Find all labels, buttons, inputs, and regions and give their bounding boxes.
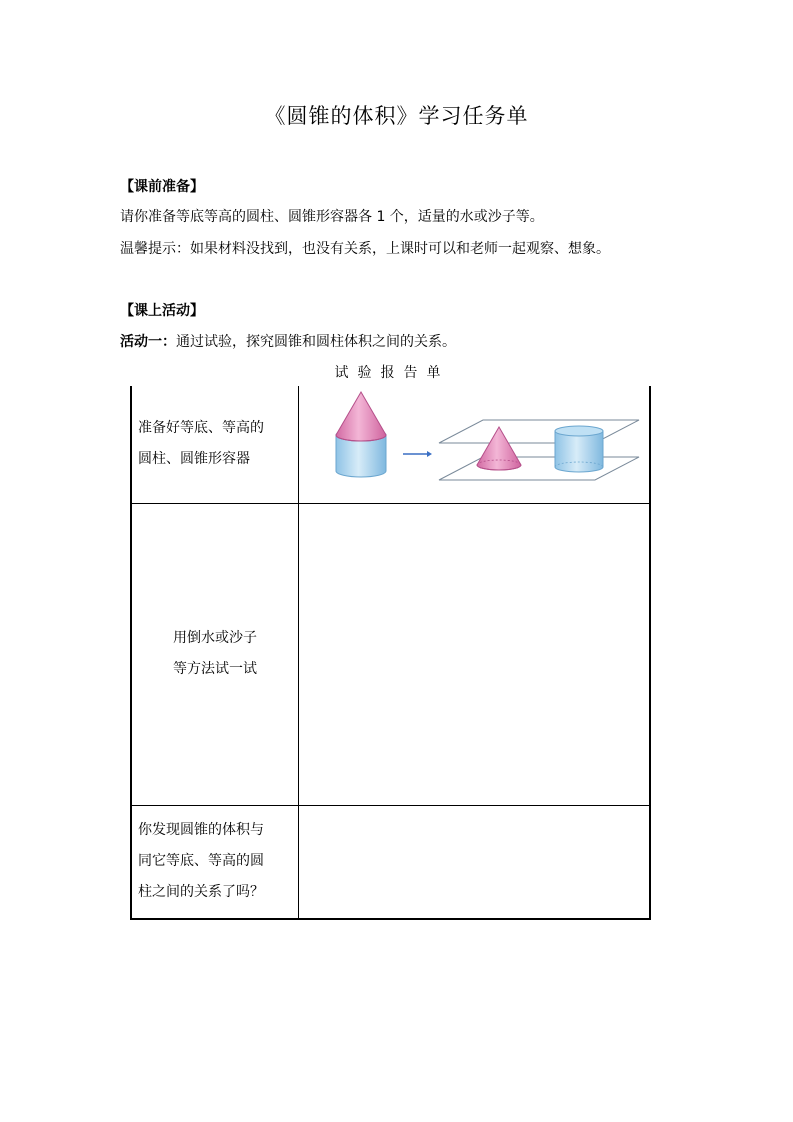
- report-row-experiment-answer-cell[interactable]: [299, 503, 651, 805]
- label-line: 圆柱、圆锥形容器: [138, 451, 250, 468]
- label-line: 你发现圆锥的体积与: [138, 822, 264, 839]
- report-title: 试验报告单: [334, 365, 450, 381]
- activity-one-label: 活动一：: [120, 334, 176, 350]
- report-row-prepare: [131, 386, 650, 503]
- report-row-prepare-label: [131, 386, 299, 503]
- report-row-conclusion-label: [131, 805, 299, 919]
- report-row-conclusion-answer-cell[interactable]: [299, 805, 651, 919]
- activity-one: [120, 331, 456, 351]
- before-class-heading: 【课前准备】: [120, 179, 204, 195]
- label-line: 用倒水或沙子: [173, 630, 257, 646]
- label-line: 柱之间的关系了吗？: [138, 884, 264, 901]
- in-class-heading: 【课上活动】: [120, 303, 204, 319]
- arrow-icon: [403, 451, 432, 457]
- label-line: 同它等底、等高的圆: [138, 853, 264, 870]
- label-line: 等方法试一试: [173, 661, 257, 677]
- report-row-conclusion: [131, 805, 650, 919]
- combined-cylinder-cone: [336, 392, 386, 477]
- parallel-planes: [439, 420, 639, 480]
- report-row-experiment-label: [131, 503, 299, 805]
- before-class-tip: 温馨提示：如果材料没找到，也没有关系，上课时可以和老师一起观察、想象。: [120, 241, 610, 257]
- page-title: 《圆锥的体积》学习任务单: [264, 104, 529, 128]
- report-table: [130, 386, 651, 920]
- label-line: 准备好等底、等高的: [138, 420, 264, 437]
- cylinder-shape: [555, 426, 603, 472]
- report-row-experiment: [131, 503, 650, 805]
- activity-one-text: 通过试验，探究圆锥和圆柱体积之间的关系。: [176, 334, 456, 350]
- before-class-line-1: 请你准备等底等高的圆柱、圆锥形容器各 1 个，适量的水或沙子等。: [120, 209, 544, 225]
- cone-shape: [477, 427, 521, 470]
- report-row-prepare-figure-cell: [299, 386, 651, 503]
- cone-cylinder-figure: [299, 387, 658, 502]
